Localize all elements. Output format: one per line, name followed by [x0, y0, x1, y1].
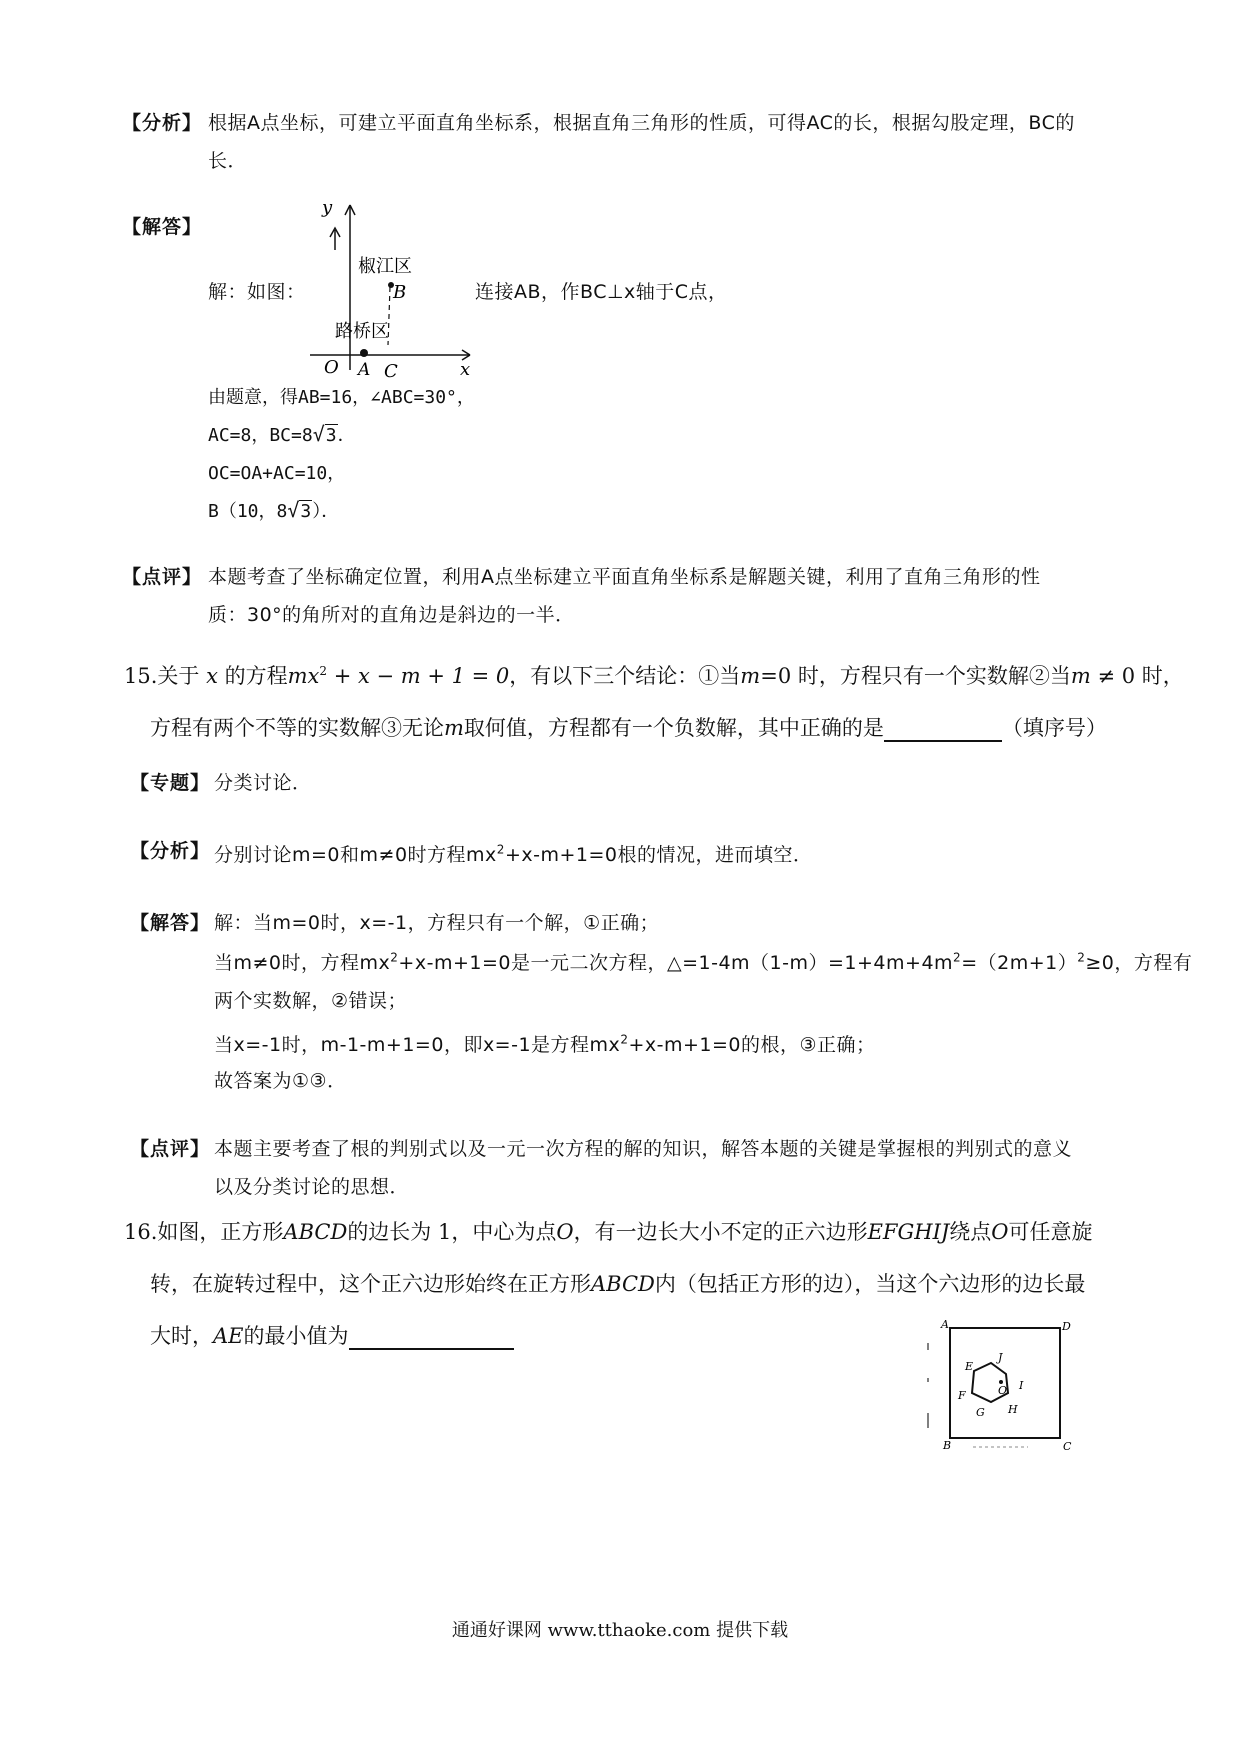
analysis-line-1: 根据A点坐标，可建立平面直角坐标系，根据直角三角形的性质，可得AC的长，根据勾股定理，BC的: [208, 112, 1075, 134]
q15-eq-rest: + x − m + 1 = 0: [327, 664, 510, 688]
q16-text-l3a: 大时，: [150, 1324, 213, 1348]
q15-eq-mx: mx: [287, 664, 320, 688]
q15-text-l2c: （填序号）: [1001, 716, 1107, 740]
q15-comment-line-2: 以及分类讨论的思想．: [214, 1176, 410, 1198]
place-jiaojiang: 椒江区: [358, 256, 412, 277]
q15-answer-line-2: [214, 948, 1192, 975]
place-luqiao: 路桥区: [335, 321, 389, 342]
answer-intro: 解：如图：: [208, 281, 306, 303]
q16-hex: EFGHIJ: [867, 1220, 950, 1244]
q16-text-l2b: 内（包括正方形的边），当这个六边形的边长最: [654, 1272, 1086, 1296]
topic-text: 分类讨论．: [214, 772, 312, 794]
q15-ans-2d: ≥0，方程有: [1085, 952, 1193, 974]
q16-ae: AE: [213, 1324, 244, 1348]
label-e: E: [965, 1360, 974, 1373]
q15-text-l2b: 取何值，方程都有一个负数解，其中正确的是: [463, 716, 884, 740]
a-label: A: [358, 360, 371, 380]
q15-ans-2c: =（2m+1）: [961, 952, 1078, 974]
q15-text-c: ，有以下三个结论：①当: [509, 664, 741, 688]
page-footer: 通通好课网 www.tthaoke.com 提供下载: [451, 1620, 789, 1641]
topic-tag: 【专题】: [130, 772, 211, 794]
q16-text-l2a: 转，在旋转过程中，这个正六边形始终在正方形: [150, 1272, 591, 1296]
q15-answer-line-1: 解：当m=0时，x=-1，方程只有一个解，①正确；: [214, 912, 660, 934]
q15-ans-4b: +x-m+1=0的根，③正确；: [628, 1034, 876, 1056]
b-label: B: [393, 282, 407, 303]
q15-analysis-text: [214, 840, 812, 867]
q15-analysis-b: +x-m+1=0根的情况，进而填空．: [504, 844, 813, 866]
step-2-prefix: AC=8，BC=8: [208, 425, 313, 446]
q15-comment-line-1: 本题主要考查了根的判别式以及一元一次方程的解的知识，解答本题的关键是掌握根的判别式的意义: [214, 1138, 1073, 1160]
label-g: G: [976, 1406, 985, 1419]
q15-answer-line-3: 两个实数解，②错误；: [214, 990, 408, 1012]
q15-text-e: ≠ 0 时，: [1090, 664, 1184, 688]
y-label: y: [322, 197, 333, 218]
q16-text-b: 的边长为 1，中心为点: [347, 1220, 557, 1244]
c-label: C: [384, 361, 398, 380]
q15-answer-line-4: [214, 1030, 876, 1057]
sqrt-sign: √: [312, 422, 325, 446]
label-a: A: [941, 1318, 949, 1331]
label-b: B: [943, 1439, 952, 1452]
q16-line-2: [150, 1268, 1085, 1298]
q16-text-e: 可任意旋: [1008, 1220, 1093, 1244]
sqrt-sign-2: √: [287, 498, 300, 522]
o-label: O: [324, 357, 339, 378]
q16-o: O: [556, 1220, 574, 1244]
q15-ans-2a: 当m≠0时，方程mx: [214, 952, 391, 974]
comment-line-2: 质：30°的角所对的直角边是斜边的一半．: [208, 604, 575, 626]
square-hexagon-figure: [918, 1318, 1078, 1463]
q16-number: 16.: [124, 1220, 158, 1244]
q15-text-l2a: 方程有两个不等的实数解③无论: [150, 716, 444, 740]
step-4-suffix: ）．: [312, 501, 340, 522]
q15-ans-2sup2: 2: [953, 950, 962, 965]
q15-ans-2b: +x-m+1=0是一元二次方程，△=1-4m（1-m）=1+4m+4m: [398, 952, 954, 974]
label-c: C: [1063, 1440, 1072, 1453]
q15-text-d: =0 时，方程只有一个实数解②当: [760, 664, 1071, 688]
analysis-line-2: 长．: [208, 150, 248, 172]
q15-var-m2: m: [1070, 664, 1091, 688]
q15-text-a: 关于: [157, 664, 200, 688]
q16-o2: O: [991, 1220, 1009, 1244]
q15-ans-4sup: 2: [620, 1032, 629, 1047]
x-label: x: [460, 359, 471, 380]
label-f: F: [958, 1389, 966, 1402]
step-4-radicand: 3: [300, 501, 312, 522]
analysis-tag: 【分析】: [122, 112, 203, 134]
answer-tag: 【解答】: [122, 216, 203, 238]
q16-text-d: 绕点: [949, 1220, 992, 1244]
q15-answer-blank[interactable]: [884, 716, 1002, 742]
point-a: [360, 349, 368, 357]
coordinate-figure: [300, 195, 490, 380]
q16-text-l3b: 的最小值为: [243, 1324, 349, 1348]
step-2-radicand: 3: [325, 425, 337, 446]
label-i: I: [1019, 1379, 1024, 1392]
q15-number: 15.: [124, 664, 158, 688]
q16-text-a: 如图，正方形: [157, 1220, 284, 1244]
q15-ans-4a: 当x=-1时，m-1-m+1=0，即x=-1是方程mx: [214, 1034, 621, 1056]
answer-step-3: OC=OA+AC=10，: [208, 463, 346, 484]
label-j: J: [998, 1351, 1003, 1364]
q15-var-x: x: [206, 664, 218, 688]
q15-answer-line-5: 故答案为①③．: [214, 1070, 347, 1092]
comment-line-1: 本题考查了坐标确定位置，利用A点坐标建立平面直角坐标系是解题关键，利用了直角三角形的性: [208, 566, 1041, 588]
q15-answer-tag: 【解答】: [130, 912, 211, 934]
q15-ans-2sup: 2: [390, 950, 399, 965]
q15-analysis-a: 分别讨论m=0和m≠0时方程mx: [214, 844, 497, 866]
q16-abcd-2: ABCD: [591, 1272, 655, 1296]
q16-abcd: ABCD: [283, 1220, 348, 1244]
label-h: H: [1008, 1403, 1018, 1416]
q15-line-1: [124, 660, 1184, 690]
answer-connect: 连接AB，作BC⊥x轴于C点，: [475, 281, 728, 303]
square-abcd: [950, 1328, 1060, 1438]
comment-tag: 【点评】: [122, 566, 203, 588]
q16-line-1: [124, 1216, 1093, 1246]
answer-step-2: [208, 421, 356, 447]
label-d: D: [1062, 1320, 1071, 1333]
q15-var-m3: m: [444, 716, 464, 740]
answer-step-4: [208, 497, 339, 523]
step-2-suffix: ．: [337, 425, 356, 446]
q15-comment-tag: 【点评】: [130, 1138, 211, 1160]
answer-step-1: 由题意，得AB=16，∠ABC=30°，: [208, 387, 475, 408]
q15-text-b: 的方程: [224, 664, 288, 688]
q15-ans-2sup3: 2: [1077, 950, 1086, 965]
q15-analysis-sup: 2: [496, 842, 505, 857]
label-o: O: [998, 1384, 1008, 1397]
q15-line-2: [150, 712, 1107, 742]
q16-text-c: ，有一边长大小不定的正六边形: [573, 1220, 868, 1244]
q15-var-m1: m: [740, 664, 761, 688]
q15-eq-sup: 2: [319, 664, 328, 678]
q16-answer-blank[interactable]: [349, 1324, 514, 1350]
q15-analysis-tag: 【分析】: [130, 840, 211, 862]
q16-line-3: [150, 1320, 514, 1350]
step-4-prefix: B（10，8: [208, 501, 288, 522]
